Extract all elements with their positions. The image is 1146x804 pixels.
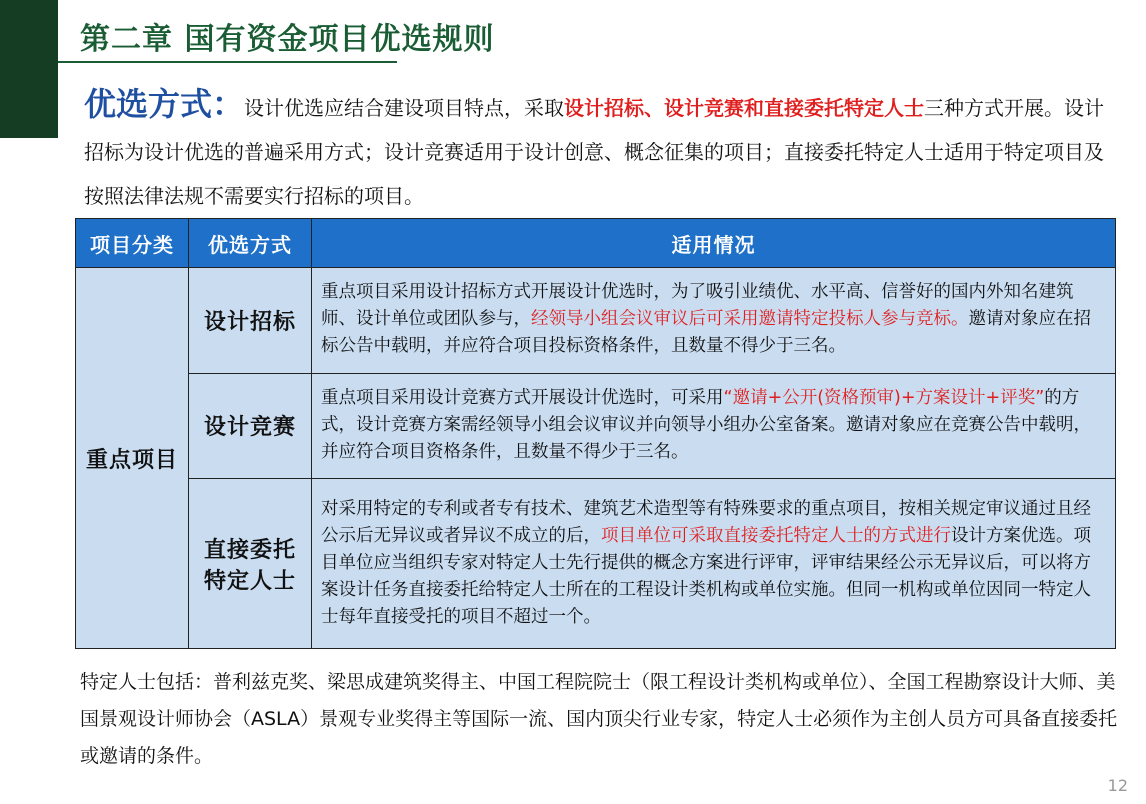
header-applicability: 适用情况: [312, 219, 1116, 268]
desc-highlight: 经领导小组会议审议后可采用邀请特定投标人参与竞标。: [531, 309, 969, 330]
desc-text: 重点项目采用设计招标方式开展设计优选时，为了吸引业绩优、水平高、信誉好的国内外知名建筑师、设计单位或团队参与，: [321, 282, 1074, 330]
intro-text: 设计优选应结合建设项目特点，采取: [244, 96, 565, 120]
table-row: [76, 373, 1116, 479]
description-cell: [312, 373, 1116, 479]
intro-text-cont: 三种方式开展。设计招标为设计优选的普遍采用方式；设计竞赛适用于设计创意、概念征集的项目；直接委托特定人士适用于特定项目及按照法律法规不需要实行招标的项目。: [84, 96, 1105, 208]
method-line: 直接委托: [203, 537, 296, 563]
page-number: 12: [1107, 776, 1128, 795]
title-underline: [58, 61, 397, 63]
footnote: 特定人士包括：普利兹克奖、梁思成建筑奖得主、中国工程院院士（限工程设计类机构或单位）、全国工程勘察设计大师、美国景观设计师协会（ASLA）景观专业奖得主等国际一流、国内顶尖行业专家，特定人士必须作为主创人员方可具备直接委托或邀请的条件。: [80, 671, 1118, 767]
desc-text: 重点项目采用设计竞赛方式开展设计优选时，可采用: [321, 387, 724, 408]
header-method: 优选方式: [189, 219, 312, 268]
method-cell: [189, 479, 312, 649]
desc-text-cont: 设计方案优选。项目单位应当组织专家对特定人士先行提供的概念方案进行评审，评审结果经公示无异议后，可以将方案设计任务直接委托给特定人士所在的工程设计类机构或单位实施。但同一机构或单位因同一特定人士每年直接受托的项目不超过一个。: [321, 525, 1091, 627]
header-category: 项目分类: [76, 219, 189, 268]
table-row: [76, 479, 1116, 649]
intro-lead: 优选方式：: [84, 85, 245, 123]
intro-highlight: 设计招标、设计竞赛和直接委托特定人士: [564, 96, 925, 120]
table-header-row: [76, 219, 1116, 268]
desc-text: 对采用特定的专利或者专有技术、建筑艺术造型等有特殊要求的重点项目，按相关规定审议通过且经公示后无异议或者异议不成立的后，: [321, 498, 1091, 546]
desc-text-cont: 的方式，设计竞赛方案需经领导小组会议审议并向领导小组办公室备案。邀请对象应在竞赛公告中载明，并应符合项目资格条件，且数量不得少于三名。: [321, 387, 1091, 462]
desc-text-cont: 邀请对象应在招标公告中载明，并应符合项目投标资格条件，且数量不得少于三名。: [321, 309, 1091, 357]
desc-highlight: “邀请+公开(资格预审)+方案设计+评奖”: [723, 387, 1045, 408]
method-cell: 设计招标: [189, 268, 312, 374]
method-cell: 设计竞赛: [189, 373, 312, 479]
desc-highlight: 项目单位可采取直接委托特定人士的方式进行: [601, 525, 951, 546]
intro-paragraph: [84, 82, 1114, 218]
method-line: 特定人士: [203, 568, 296, 594]
category-cell: 重点项目: [76, 268, 189, 649]
description-cell: [312, 268, 1116, 374]
page-title: 第二章 国有资金项目优选规则: [80, 22, 495, 57]
table-row: [76, 268, 1116, 374]
selection-rules-table: [75, 218, 1116, 649]
accent-block: [0, 0, 58, 138]
description-cell: [312, 479, 1116, 649]
